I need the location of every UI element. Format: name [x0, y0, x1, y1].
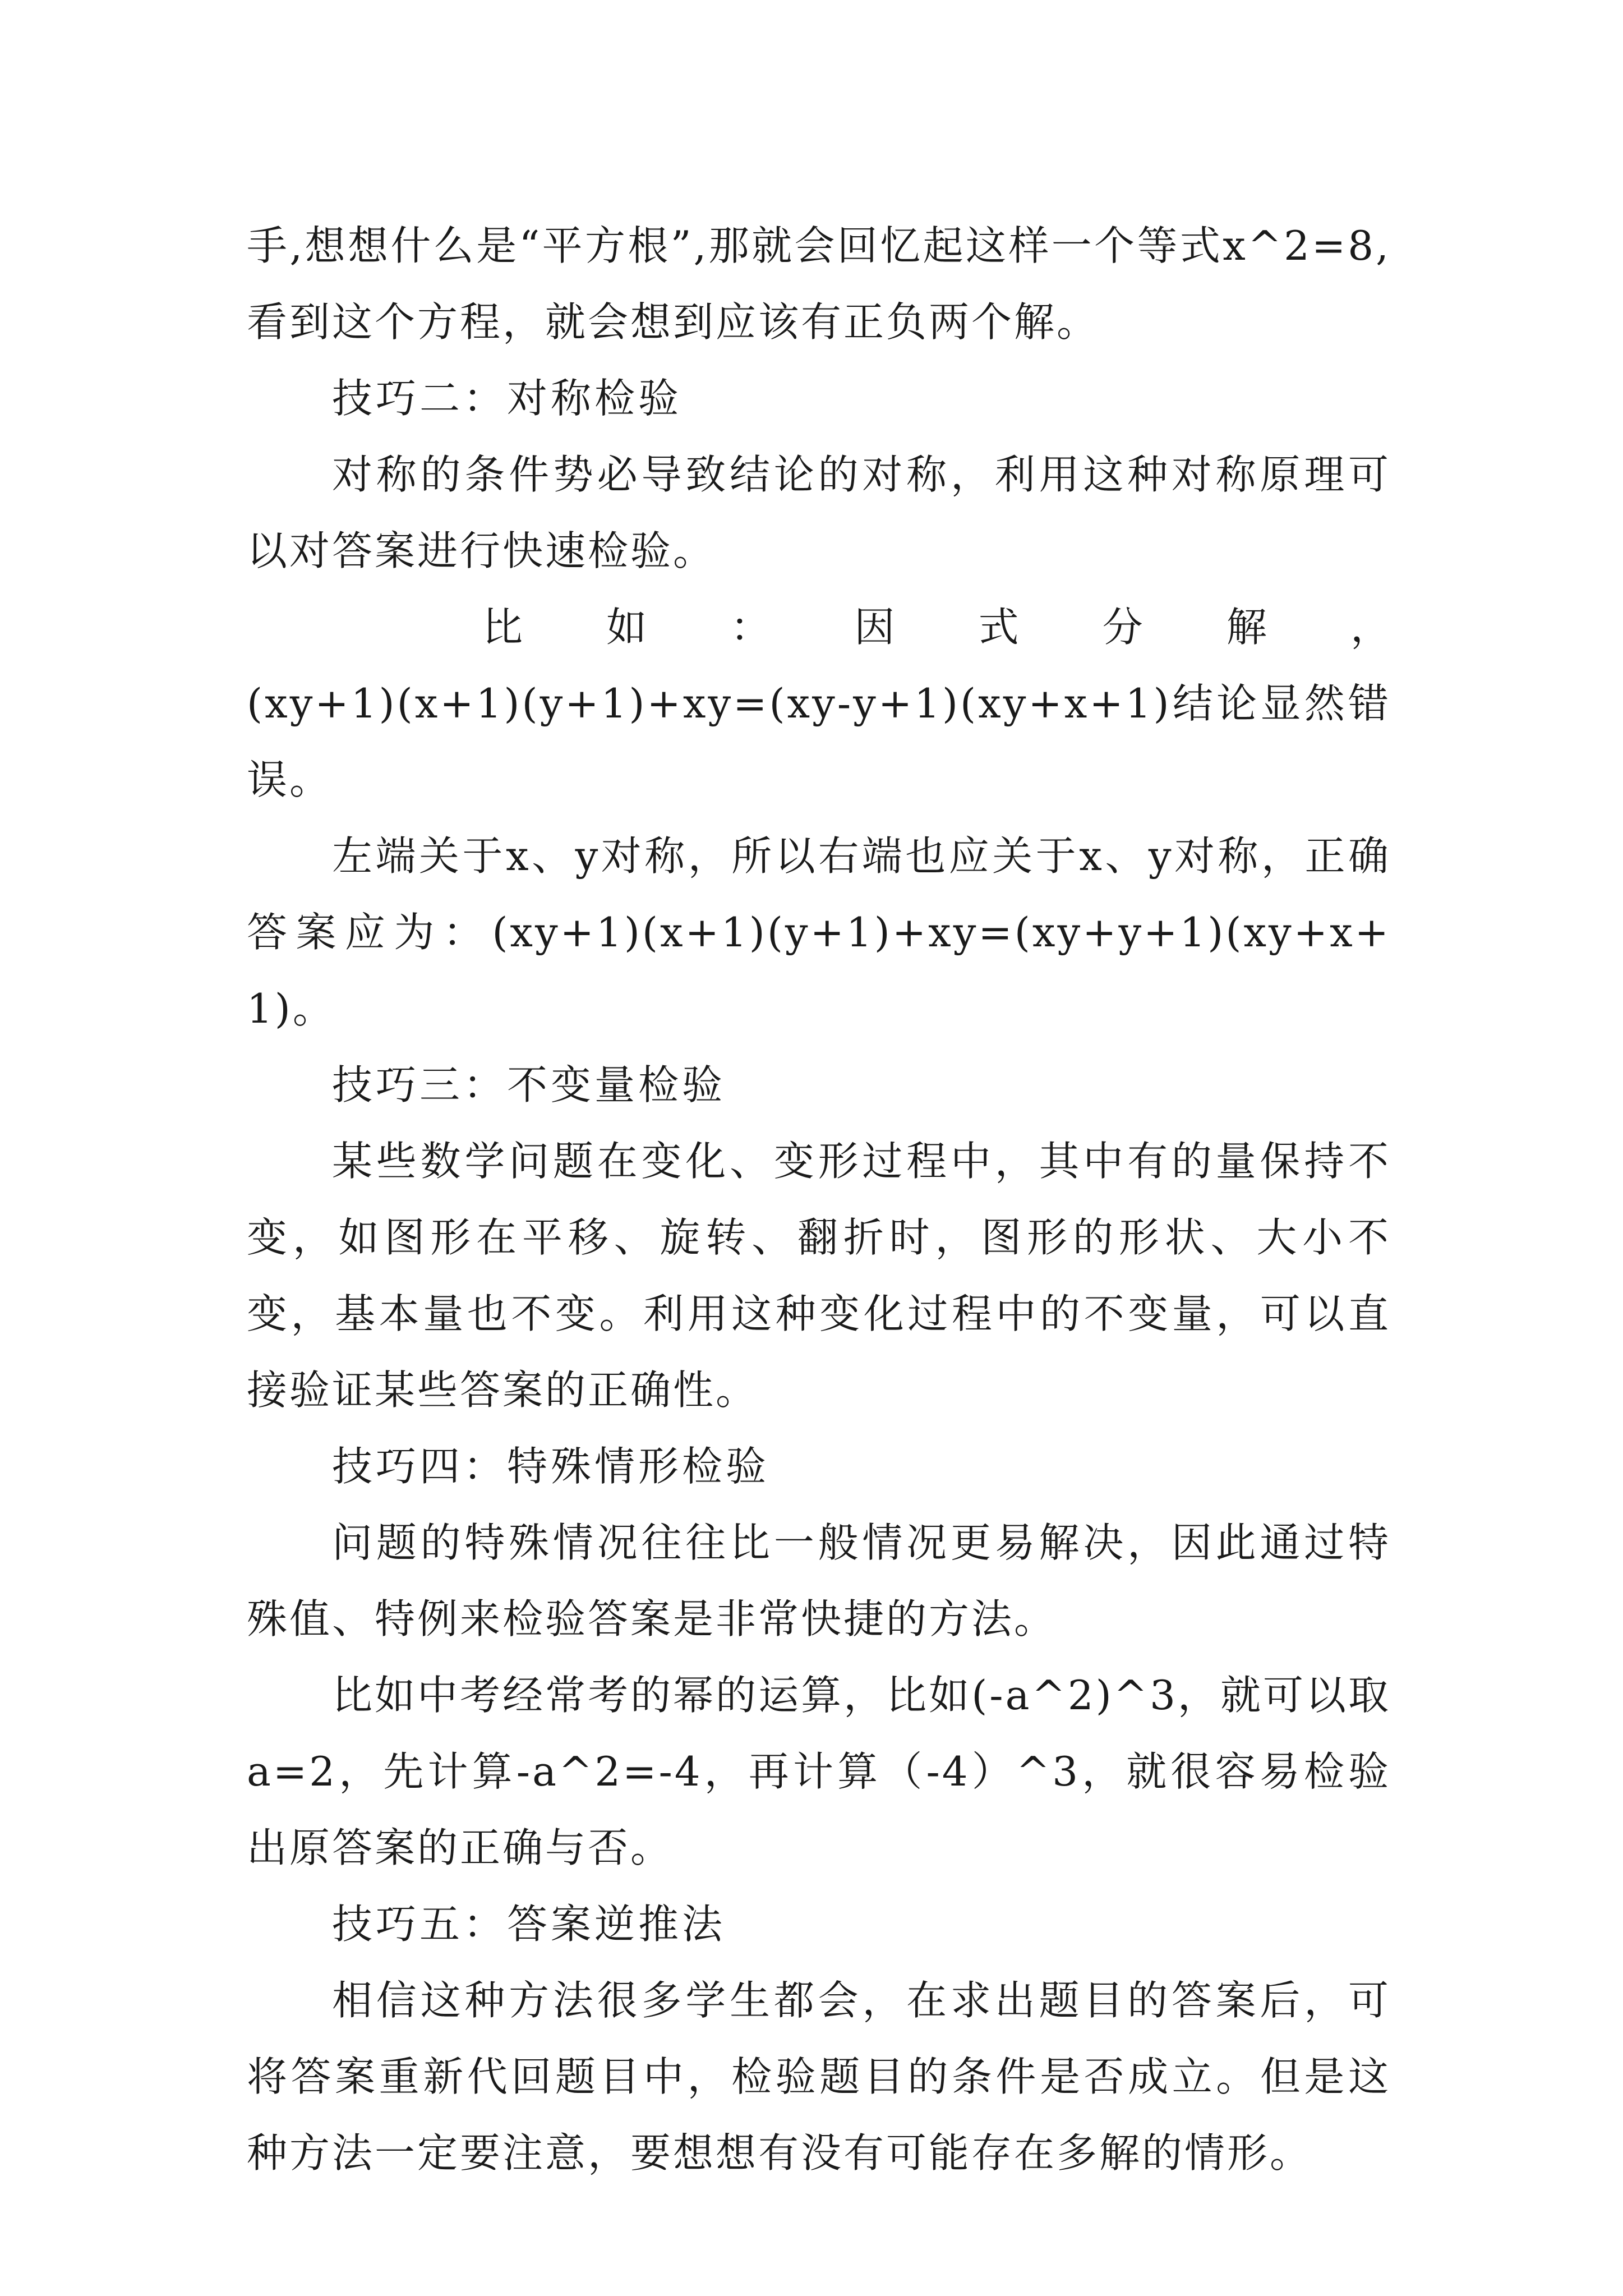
paragraph-power-example: 比如中考经常考的幂的运算，比如(-a^2)^3，就可以取a=2，先计算-a^2=-4，再计算（-4）^3，就很容易检验出原答案的正确与否。 — [247, 1672, 1391, 1871]
paragraph-back-substitution: 相信这种方法很多学生都会，在求出题目的答案后，可将答案重新代回题目中，检验题目的条件是否成立。但是这种方法一定要注意，要想想有没有可能存在多解的情形。 — [247, 1977, 1391, 2177]
paragraph-example-intro: 比 如 ： 因 式 分 解 ， — [482, 604, 1391, 651]
paragraph-square-root: 手,想想什么是“平方根”,那就会回忆起这样一个等式x^2=8,看到这个方程，就会想到应该有正负两个解。 — [247, 222, 1391, 346]
paragraph-invariant-check: 某些数学问题在变化、变形过程中，其中有的量保持不变，如图形在平移、旋转、翻折时，图形的形状、大小不变，基本量也不变。利用这种变化过程中的不变量，可以直接验证某些答案的正确性。 — [247, 1138, 1391, 1414]
paragraph-symmetry-principle: 对称的条件势必导致结论的对称，利用这种对称原理可以对答案进行快速检验。 — [247, 451, 1391, 574]
heading-tip-five: 技巧五：答案逆推法 — [332, 1901, 726, 1948]
heading-tip-two: 技巧二：对称检验 — [332, 375, 683, 422]
heading-tip-three: 技巧三：不变量检验 — [332, 1061, 726, 1108]
paragraph-wrong-factorization: (xy+1)(x+1)(y+1)+xy=(xy-y+1)(xy+x+1)结论显然错误。 — [247, 680, 1391, 803]
heading-tip-four: 技巧四：特殊情形检验 — [332, 1443, 770, 1490]
document-body — [247, 208, 1391, 2191]
paragraph-special-cases: 问题的特殊情况往往比一般情况更易解决，因此通过特殊值、特例来检验答案是非常快捷的方法。 — [247, 1519, 1391, 1642]
paragraph-correct-factorization: 左端关于x、y对称，所以右端也应关于x、y对称，正确答案应为：(xy+1)(x+1)(y+1)+xy=(xy+y+1)(xy+x+1)。 — [247, 832, 1391, 1032]
